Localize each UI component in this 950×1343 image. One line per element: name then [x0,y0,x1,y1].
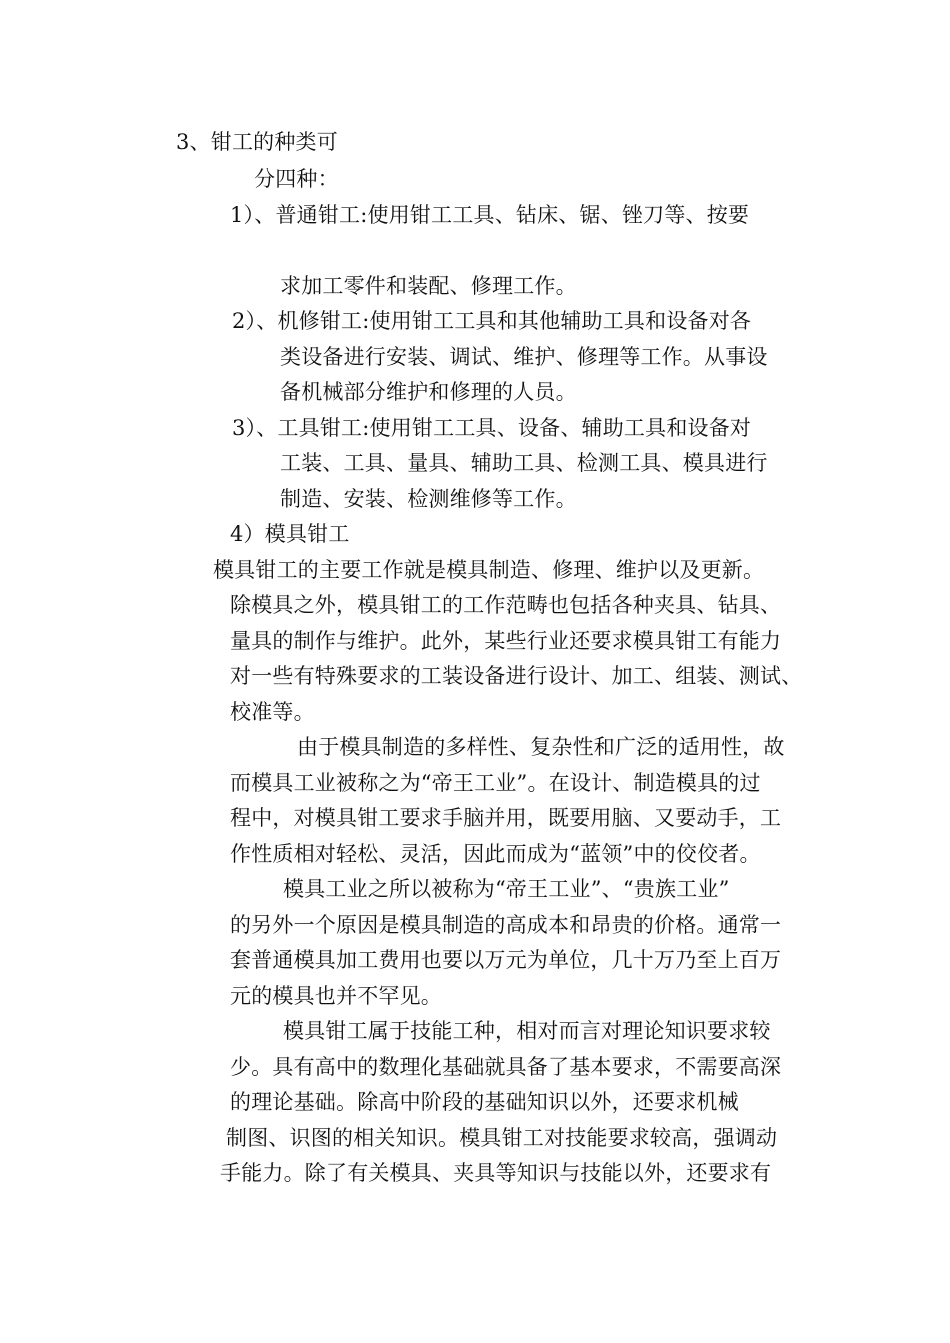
paragraph-line: 作性质相对轻松、灵活，因此而成为“蓝领”中的佼佼者。 [230,842,761,866]
paragraph-line: 校准等。 [230,700,315,724]
list-item-1: 1）、普通钳工:使用钳工工具、钻床、锯、锉刀等、按要 [230,203,750,227]
paragraph-line: 模具钳工的主要工作就是模具制造、修理、维护以及更新。 [213,558,765,582]
text-line: 类设备进行安装、调试、维护、修理等工作。从事设 [280,345,768,369]
paragraph-line: 模具钳工属于技能工种，相对而言对理论知识要求较 [283,1019,771,1043]
list-item-3: 3）、工具钳工:使用钳工工具、设备、辅助工具和设备对 [232,416,752,440]
paragraph-line: 模具工业之所以被称为“帝王工业”、“贵族工业” [283,877,730,901]
paragraph-line: 除模具之外，模具钳工的工作范畴也包括各种夹具、钻具、 [230,593,782,617]
text-line: 制造、安装、检测维修等工作。 [280,487,577,511]
list-item-4: 4）模具钳工 [230,522,350,546]
paragraph-line: 而模具工业被称之为“帝王工业”。在设计、制造模具的过 [230,771,761,795]
paragraph-line: 程中，对模具钳工要求手脑并用，既要用脑、又要动手，工 [230,806,782,830]
paragraph-line: 元的模具也并不罕见。 [230,984,442,1008]
paragraph-line: 对一些有特殊要求的工装设备进行设计、加工、组装、测试、 [230,664,803,688]
paragraph-line: 手能力。除了有关模具、夹具等知识与技能以外，还要求有 [220,1161,772,1185]
paragraph-line: 由于模具制造的多样性、复杂性和广泛的适用性，故 [297,735,785,759]
paragraph-line: 量具的制作与维护。此外，某些行业还要求模具钳工有能力 [230,629,782,653]
paragraph-line: 套普通模具加工费用也要以万元为单位，几十万乃至上百万 [230,948,782,972]
paragraph-line: 的另外一个原因是模具制造的高成本和昂贵的价格。通常一 [230,913,782,937]
text-line: 备机械部分维护和修理的人员。 [280,380,577,404]
text-line: 工装、工具、量具、辅助工具、检测工具、模具进行 [280,451,768,475]
paragraph-line: 少。具有高中的数理化基础就具备了基本要求，不需要高深 [230,1055,782,1079]
list-item-2: 2）、机修钳工:使用钳工工具和其他辅助工具和设备对各 [232,309,752,333]
section-heading: 3、钳工的种类可 [176,130,338,154]
paragraph-line: 制图、识图的相关知识。模具钳工对技能要求较高，强调动 [226,1126,778,1150]
text-line: 分四种： [254,167,339,191]
text-line: 求加工零件和装配、修理工作。 [280,274,577,298]
paragraph-line: 的理论基础。除高中阶段的基础知识以外，还要求机械 [230,1090,739,1114]
